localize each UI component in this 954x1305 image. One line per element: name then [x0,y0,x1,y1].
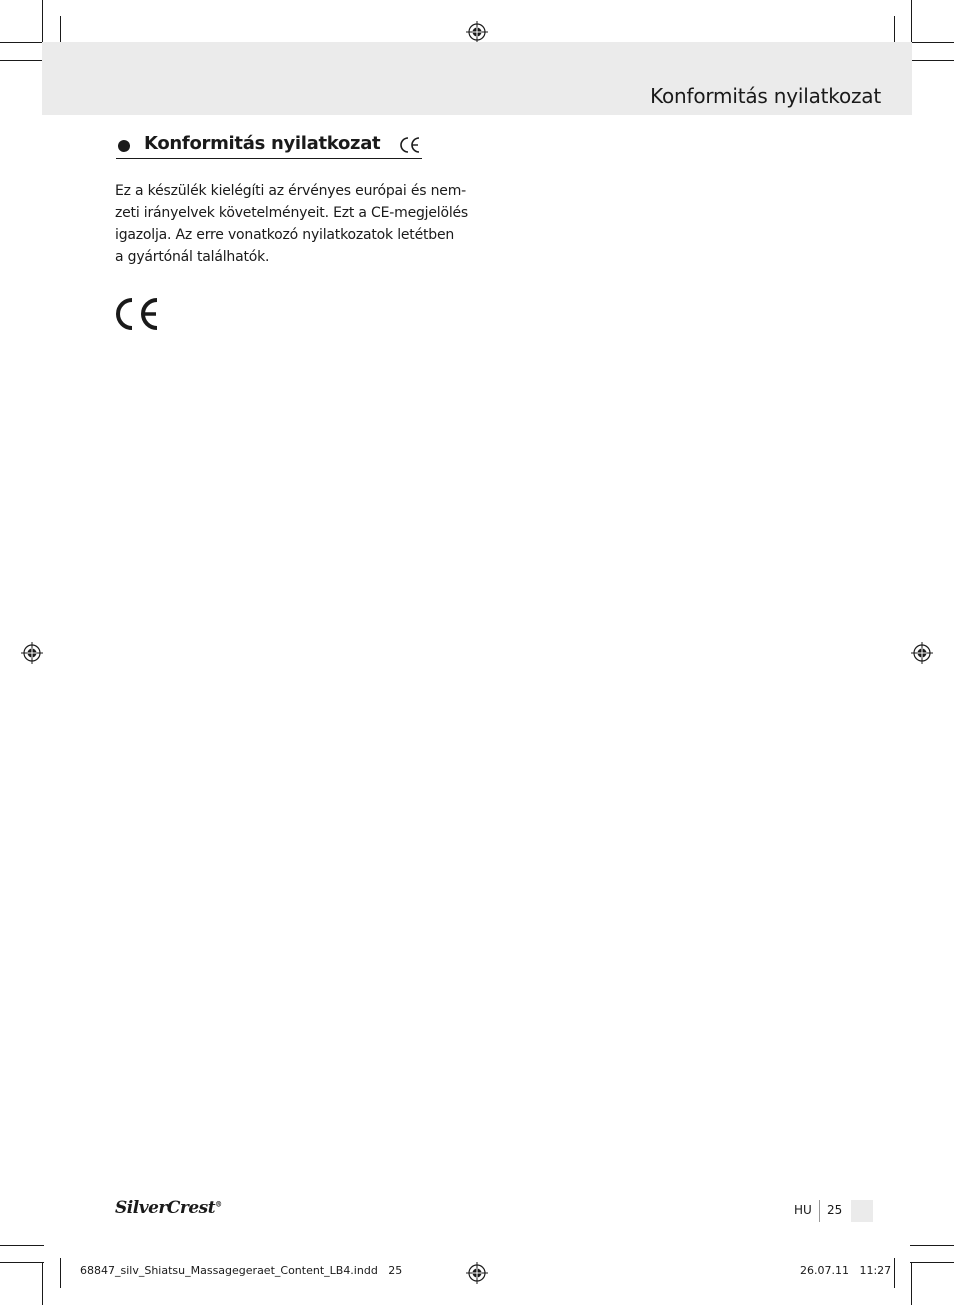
crop-mark-bottom-left-v2 [60,1258,61,1288]
registration-mark-icon [21,642,43,664]
registration-mark-icon [466,21,488,43]
crop-mark-bottom-right-v [911,1262,912,1305]
crop-mark-bottom-right-h2 [910,1262,954,1263]
section-heading-text: Konformitás nyilatkozat [144,133,381,154]
body-line: igazolja. Az erre vonatkozó nyilatkozatok letétben [115,227,455,243]
registration-mark-icon [466,1262,488,1284]
ce-mark-icon [398,135,422,155]
body-line: a gyártónál találhatók. [115,249,270,265]
crop-mark-top-left-h2 [0,60,44,61]
bullet-icon [118,140,130,152]
footer-tab [851,1200,873,1222]
crop-mark-top-right-h2 [910,60,954,61]
footer-divider [819,1200,820,1222]
section-heading [116,132,422,159]
slug-file-name: 68847_silv_Shiatsu_Massagegeraet_Content_LB4.indd 25 [80,1264,403,1277]
page-title: Konformitás nyilatkozat [650,84,881,108]
brand-name: SilverCrest [115,1198,216,1218]
crop-mark-bottom-right-h [910,1245,954,1246]
body-line: Ez a készülék kielégíti az érvényes európai és nem- [115,183,466,199]
crop-mark-bottom-left-v [42,1262,43,1305]
registration-mark-icon [911,642,933,664]
body-paragraph [115,180,469,268]
crop-mark-top-left-v [42,0,43,44]
registered-mark: ® [215,1199,222,1209]
crop-mark-top-right-v [911,0,912,44]
page-number: 25 [827,1203,843,1217]
crop-mark-top-right-h [910,42,954,43]
language-code: HU [794,1203,812,1217]
crop-mark-bottom-left-h [0,1245,44,1246]
body-line: zeti irányelvek követelményeit. Ezt a CE-megjelölés [115,205,469,221]
ce-mark-large-icon [113,297,161,331]
brand-logo [115,1198,222,1218]
crop-mark-bottom-right-v2 [894,1258,895,1288]
crop-mark-top-left-h [0,42,44,43]
crop-mark-bottom-left-h2 [0,1262,44,1263]
slug-timestamp: 26.07.11 11:27 [800,1264,892,1277]
